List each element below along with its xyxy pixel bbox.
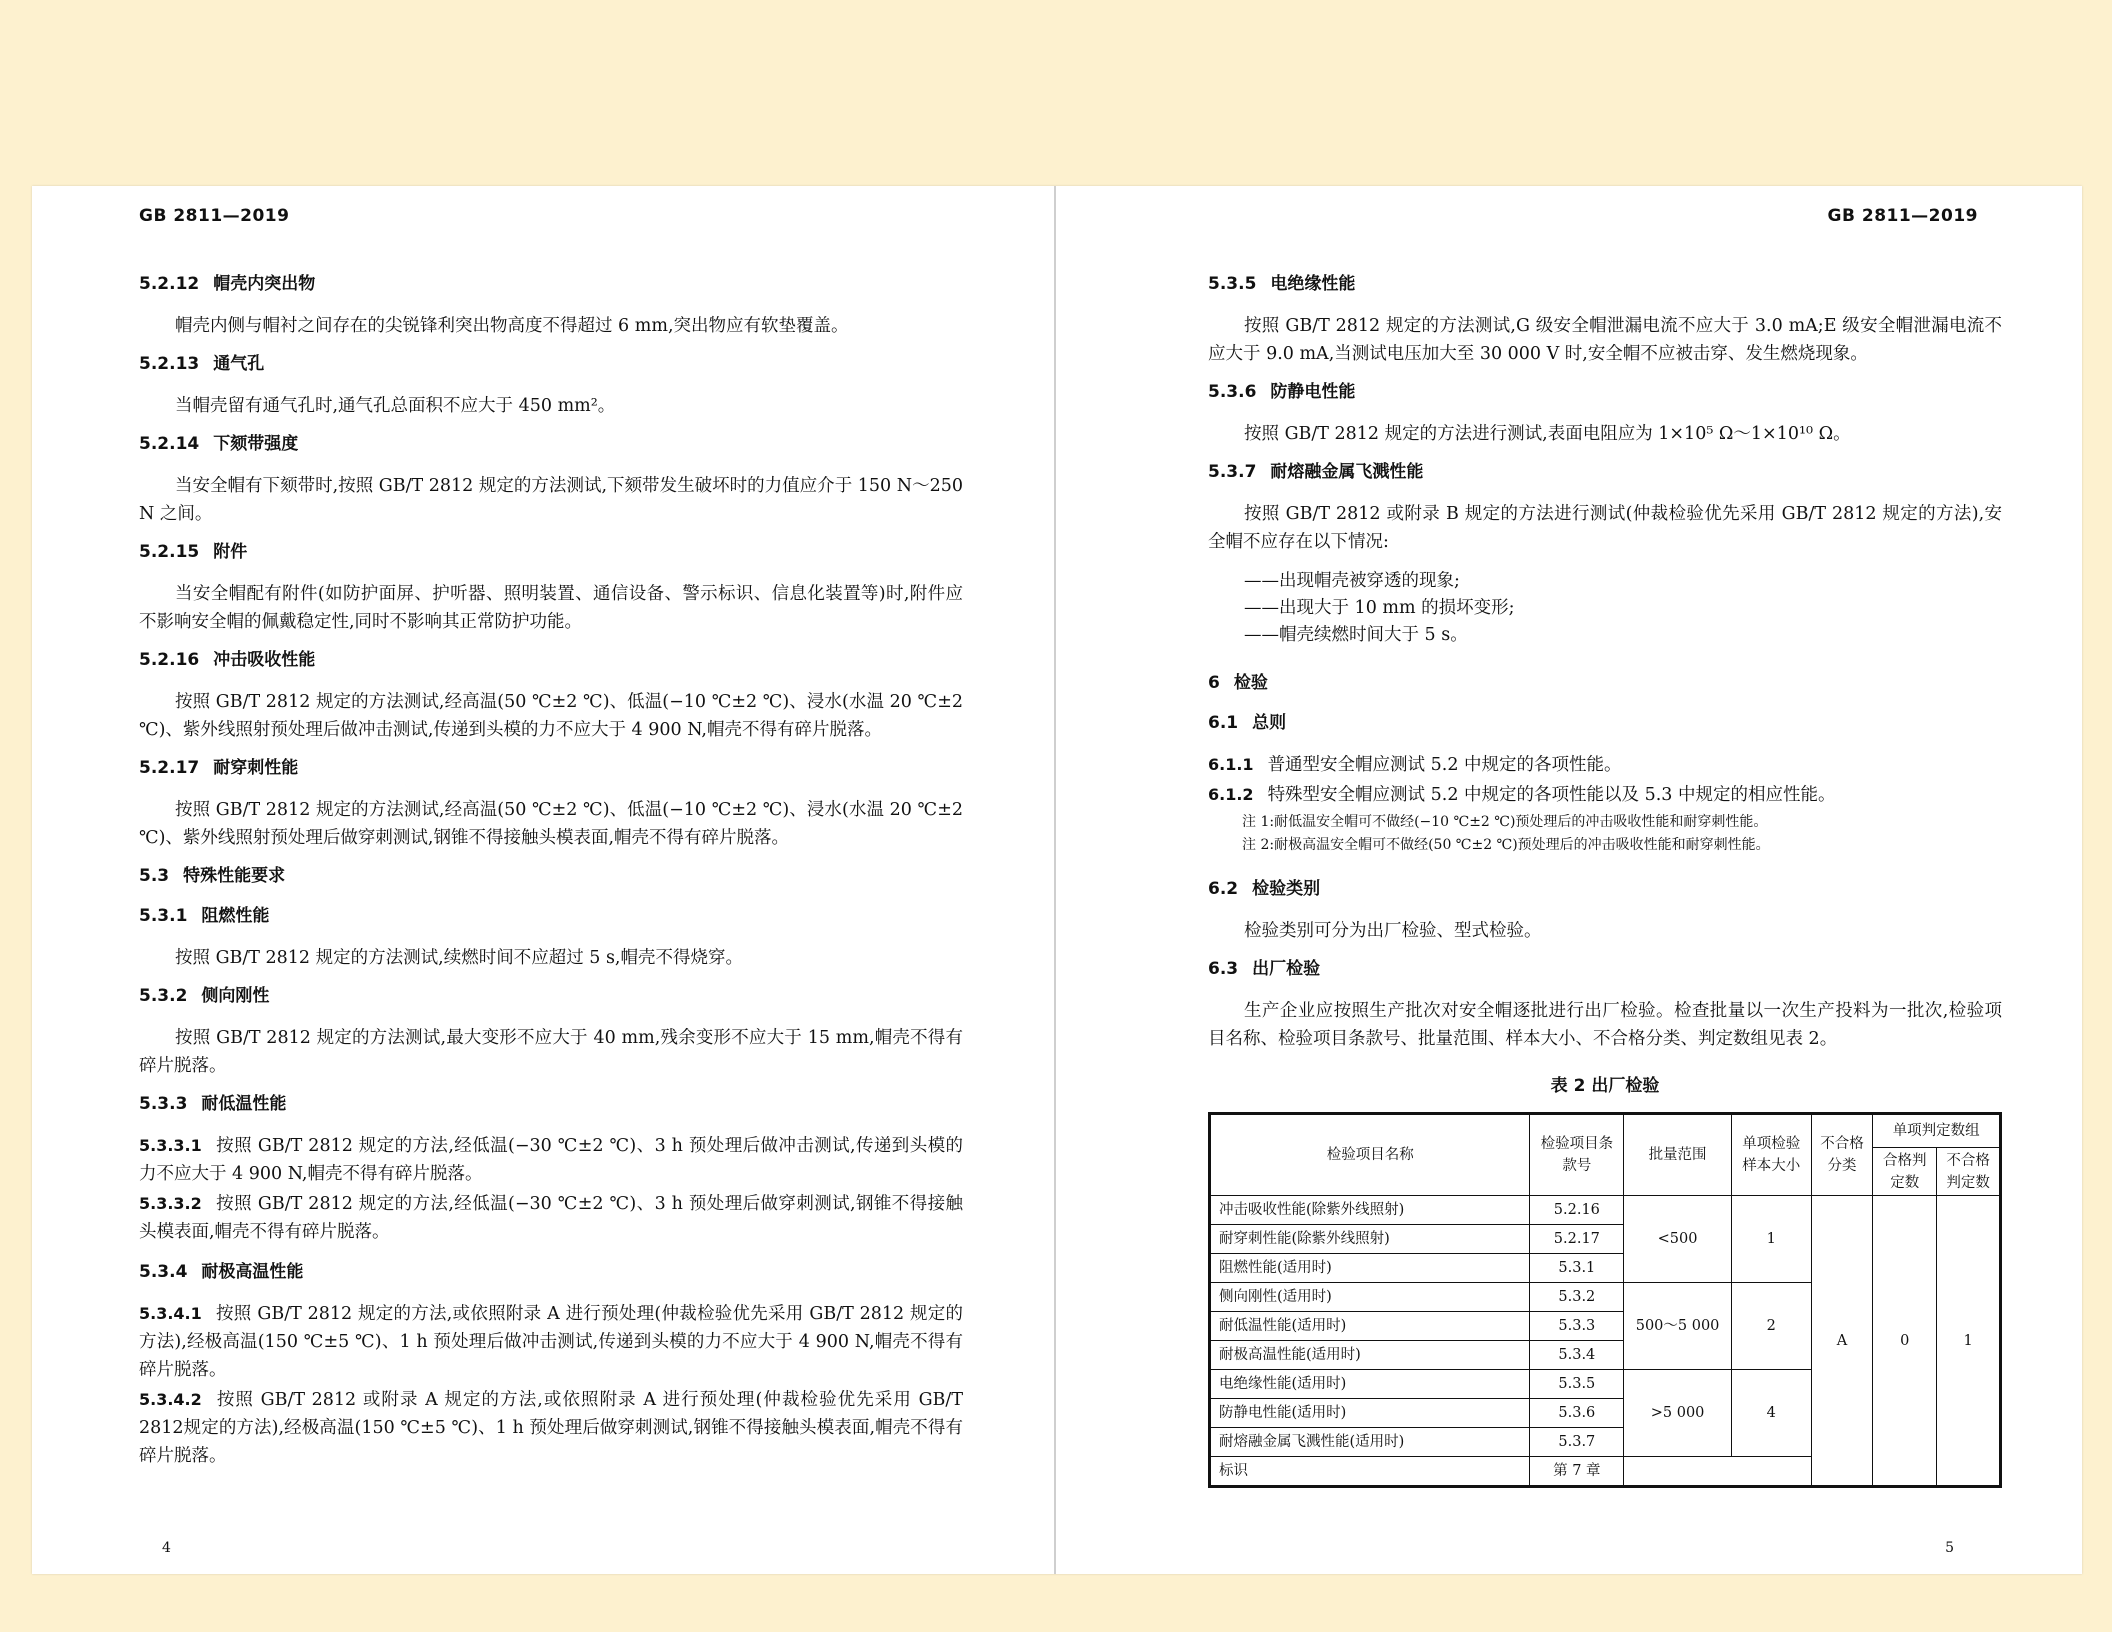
- paragraph: 按照 GB/T 2812 规定的方法测试,经高温(50 ℃±2 ℃)、低温(−10 ℃±2 ℃)、浸水(水温 20 ℃±2 ℃)、紫外线照射预处理后做冲击测试,传递到头模的力不应大于 4 900 N,帽壳不得有碎片脱落。: [139, 692, 963, 740]
- table-cell-name: 防静电性能(适用时): [1210, 1399, 1530, 1428]
- table-cell-clause: 5.3.3: [1530, 1312, 1624, 1341]
- paragraph: 生产企业应按照生产批次对安全帽逐批进行出厂检验。检查批量以一次生产投料为一批次,检验项目名称、检验项目条款号、批量范围、样本大小、不合格分类、判定数组见表 2。: [1208, 1001, 2002, 1049]
- dash-list-item: ——出现大于 10 mm 的损坏变形;: [1244, 598, 1515, 618]
- section-number: 5.3.2: [139, 986, 188, 1006]
- numbered-clause: [139, 1386, 963, 1470]
- section-title: 通气孔: [213, 354, 265, 374]
- table-cell-sample: 2: [1731, 1283, 1811, 1370]
- table-cell-accept: 0: [1873, 1196, 1937, 1487]
- section-heading: [139, 1092, 963, 1116]
- clause-number: 6.1.2: [1208, 785, 1254, 804]
- table-cell-clause: 5.3.4: [1530, 1341, 1624, 1370]
- header-batch: 批量范围: [1624, 1114, 1732, 1196]
- table-cell-sample: 4: [1731, 1370, 1811, 1457]
- table-cell-name: 耐低温性能(适用时): [1210, 1312, 1530, 1341]
- header-clause: 检验项目条款号: [1530, 1114, 1624, 1196]
- section-heading: [139, 904, 963, 928]
- table-cell-nc-class: A: [1811, 1196, 1873, 1487]
- section-heading: [139, 1260, 963, 1284]
- section-title: 防静电性能: [1270, 382, 1356, 402]
- section-number: 5.3: [139, 866, 170, 886]
- section-title: 检验类别: [1252, 879, 1321, 899]
- section-title: 耐熔融金属飞溅性能: [1270, 462, 1424, 482]
- note: 注 2:耐极高温安全帽可不做经(50 ℃±2 ℃)预处理后的冲击吸收性能和耐穿刺性能。: [1242, 837, 1770, 853]
- header-sample: 单项检验样本大小: [1731, 1114, 1811, 1196]
- section-number: 5.3.5: [1208, 274, 1257, 294]
- header-reject: 不合格判定数: [1937, 1148, 2001, 1196]
- section-title: 耐低温性能: [201, 1094, 287, 1114]
- dash-list-item: ——帽壳续燃时间大于 5 s。: [1244, 625, 1468, 645]
- table-cell-clause: 5.3.6: [1530, 1399, 1624, 1428]
- note: 注 1:耐低温安全帽可不做经(−10 ℃±2 ℃)预处理后的冲击吸收性能和耐穿刺性能。: [1242, 814, 1768, 830]
- table-cell-clause: 5.3.1: [1530, 1254, 1624, 1283]
- table-cell-clause: 5.3.2: [1530, 1283, 1624, 1312]
- section-number: 5.3.1: [139, 906, 188, 926]
- header-nc-class: 不合格分类: [1811, 1114, 1873, 1196]
- page-content: [1208, 272, 2002, 1488]
- section-heading: [139, 864, 963, 888]
- section-heading: [1208, 671, 2002, 695]
- section-number: 5.3.7: [1208, 462, 1257, 482]
- section-number: 6: [1208, 673, 1220, 693]
- section-heading: [139, 352, 963, 376]
- table-cell-batch: <500: [1624, 1196, 1732, 1283]
- numbered-clause: [139, 1132, 963, 1188]
- page-header: GB 2811—2019: [139, 206, 290, 226]
- section-title: 耐极高温性能: [201, 1262, 304, 1282]
- section-title: 冲击吸收性能: [213, 650, 316, 670]
- section-title: 总则: [1252, 713, 1287, 733]
- section-title: 下颏带强度: [213, 434, 299, 454]
- numbered-clause: [1208, 751, 2002, 779]
- section-number: 6.2: [1208, 879, 1239, 899]
- section-number: 5.2.14: [139, 434, 200, 454]
- paragraph: 按照 GB/T 2812 或附录 B 规定的方法进行测试(仲裁检验优先采用 GB/T 2812 规定的方法),安全帽不应存在以下情况:: [1208, 504, 2002, 552]
- header-item-name: 检验项目名称: [1210, 1114, 1530, 1196]
- section-number: 6.1: [1208, 713, 1239, 733]
- dash-list-item: ——出现帽壳被穿透的现象;: [1244, 571, 1460, 591]
- numbered-clause: [1208, 781, 2002, 809]
- header-accept: 合格判定数: [1873, 1148, 1937, 1196]
- table-cell-clause: 5.2.16: [1530, 1196, 1624, 1225]
- table-cell-clause: 5.3.5: [1530, 1370, 1624, 1399]
- numbered-clause: [139, 1190, 963, 1246]
- paragraph: 按照 GB/T 2812 规定的方法测试,G 级安全帽泄漏电流不应大于 3.0 mA;E 级安全帽泄漏电流不应大于 9.0 mA,当测试电压加大至 30 000 V 时,安全帽不应被击穿、发生燃烧现象。: [1208, 316, 2002, 364]
- section-number: 5.3.3: [139, 1094, 188, 1114]
- page-number: 4: [162, 1540, 171, 1556]
- table-cell-batch: >5 000: [1624, 1370, 1732, 1457]
- section-heading: [139, 648, 963, 672]
- paragraph: 当安全帽配有附件(如防护面屏、护听器、照明装置、通信设备、警示标识、信息化装置等)时,附件应不影响安全帽的佩戴稳定性,同时不影响其正常防护功能。: [139, 584, 963, 632]
- table-caption: 表 2 出厂检验: [1550, 1076, 1660, 1096]
- clause-number: 5.3.3.1: [139, 1136, 202, 1155]
- paragraph: 当帽壳留有通气孔时,通气孔总面积不应大于 450 mm²。: [175, 396, 616, 416]
- table-cell-name: 冲击吸收性能(除紫外线照射): [1210, 1196, 1530, 1225]
- table-cell-sample: 1: [1731, 1196, 1811, 1283]
- section-title: 附件: [213, 542, 248, 562]
- header-group: 单项判定数组: [1873, 1114, 2001, 1148]
- table-cell-clause: 5.2.17: [1530, 1225, 1624, 1254]
- table-cell-name: 耐熔融金属飞溅性能(适用时): [1210, 1428, 1530, 1457]
- table-cell-name: 耐穿刺性能(除紫外线照射): [1210, 1225, 1530, 1254]
- clause-text: 普通型安全帽应测试 5.2 中规定的各项性能。: [1267, 755, 1622, 775]
- section-number: 5.2.16: [139, 650, 200, 670]
- document-spread: [32, 186, 2082, 1574]
- paragraph: 按照 GB/T 2812 规定的方法测试,最大变形不应大于 40 mm,残余变形不应大于 15 mm,帽壳不得有碎片脱落。: [139, 1028, 963, 1076]
- section-title: 侧向刚性: [201, 986, 270, 1006]
- section-title: 出厂检验: [1252, 959, 1321, 979]
- clause-text: 按照 GB/T 2812 规定的方法,经低温(−30 ℃±2 ℃)、3 h 预处理后做穿刺测试,钢锥不得接触头模表面,帽壳不得有碎片脱落。: [139, 1194, 963, 1242]
- section-heading: [1208, 380, 2002, 404]
- table-cell-name: 耐极高温性能(适用时): [1210, 1341, 1530, 1370]
- section-heading: [1208, 711, 2002, 735]
- section-heading: [1208, 877, 2002, 901]
- section-number: 5.2.13: [139, 354, 200, 374]
- paragraph: 按照 GB/T 2812 规定的方法测试,经高温(50 ℃±2 ℃)、低温(−10 ℃±2 ℃)、浸水(水温 20 ℃±2 ℃)、紫外线照射预处理后做穿刺测试,钢锥不得接触头模表面,帽壳不得有碎片脱落。: [139, 800, 963, 848]
- paragraph: 当安全帽有下颏带时,按照 GB/T 2812 规定的方法测试,下颏带发生破坏时的力值应介于 150 N～250 N 之间。: [139, 476, 963, 524]
- section-number: 5.2.15: [139, 542, 200, 562]
- section-number: 5.2.12: [139, 274, 200, 294]
- inspection-table: [1208, 1112, 2002, 1488]
- page-right: [1056, 186, 2082, 1574]
- section-heading: [139, 540, 963, 564]
- table-cell-name: 侧向刚性(适用时): [1210, 1283, 1530, 1312]
- clause-number: 5.3.4.1: [139, 1304, 202, 1323]
- section-title: 电绝缘性能: [1270, 274, 1356, 294]
- section-heading: [139, 272, 963, 296]
- table-cell-reject: 1: [1937, 1196, 2001, 1487]
- section-number: 5.3.6: [1208, 382, 1257, 402]
- paragraph: 帽壳内侧与帽衬之间存在的尖锐锋利突出物高度不得超过 6 mm,突出物应有软垫覆盖。: [175, 316, 849, 336]
- clause-number: 5.3.3.2: [139, 1194, 202, 1213]
- page-header: GB 2811—2019: [1827, 206, 1978, 226]
- numbered-clause: [139, 1300, 963, 1384]
- clause-number: 6.1.1: [1208, 755, 1254, 774]
- section-heading: [139, 432, 963, 456]
- section-title: 检验: [1233, 673, 1268, 693]
- page-number: 5: [1945, 1540, 1954, 1556]
- section-number: 5.2.17: [139, 758, 200, 778]
- clause-text: 特殊型安全帽应测试 5.2 中规定的各项性能以及 5.3 中规定的相应性能。: [1267, 785, 1836, 805]
- page-left: [32, 186, 1056, 1574]
- table-cell-name: 标识: [1210, 1457, 1530, 1487]
- section-title: 耐穿刺性能: [213, 758, 299, 778]
- section-heading: [1208, 272, 2002, 296]
- section-heading: [139, 984, 963, 1008]
- paragraph: 按照 GB/T 2812 规定的方法进行测试,表面电阻应为 1×10⁵ Ω～1×10¹⁰ Ω。: [1244, 424, 1851, 444]
- clause-text: 按照 GB/T 2812 规定的方法,或依照附录 A 进行预处理(仲裁检验优先采用 GB/T 2812 规定的方法),经极高温(150 ℃±5 ℃)、1 h 预处理后做冲击测试,传递到头模的力不应大于 4 900 N,帽壳不得有碎片脱落。: [139, 1304, 963, 1380]
- section-heading: [139, 756, 963, 780]
- table-cell-name: 电绝缘性能(适用时): [1210, 1370, 1530, 1399]
- table-cell-name: 阻燃性能(适用时): [1210, 1254, 1530, 1283]
- table-cell-batch: 500～5 000: [1624, 1283, 1732, 1370]
- clause-text: 按照 GB/T 2812 或附录 A 规定的方法,或依照附录 A 进行预处理(仲裁检验优先采用 GB/T 2812规定的方法),经极高温(150 ℃±5 ℃)、1 h 预处理后做穿刺测试,钢锥不得接触头模表面,帽壳不得有碎片脱落。: [139, 1390, 963, 1466]
- page-content: [139, 272, 963, 1472]
- paragraph: 检验类别可分为出厂检验、型式检验。: [1244, 921, 1542, 941]
- section-title: 特殊性能要求: [183, 866, 286, 886]
- section-title: 阻燃性能: [201, 906, 270, 926]
- section-number: 5.3.4: [139, 1262, 188, 1282]
- table-cell-clause: 5.3.7: [1530, 1428, 1624, 1457]
- table-cell-clause: 第 7 章: [1530, 1457, 1624, 1487]
- section-title: 帽壳内突出物: [213, 274, 316, 294]
- section-number: 6.3: [1208, 959, 1239, 979]
- clause-text: 按照 GB/T 2812 规定的方法,经低温(−30 ℃±2 ℃)、3 h 预处理后做冲击测试,传递到头模的力不应大于 4 900 N,帽壳不得有碎片脱落。: [139, 1136, 963, 1184]
- paragraph: 按照 GB/T 2812 规定的方法测试,续燃时间不应超过 5 s,帽壳不得烧穿。: [175, 948, 743, 968]
- section-heading: [1208, 460, 2002, 484]
- clause-number: 5.3.4.2: [139, 1390, 202, 1409]
- section-heading: [1208, 957, 2002, 981]
